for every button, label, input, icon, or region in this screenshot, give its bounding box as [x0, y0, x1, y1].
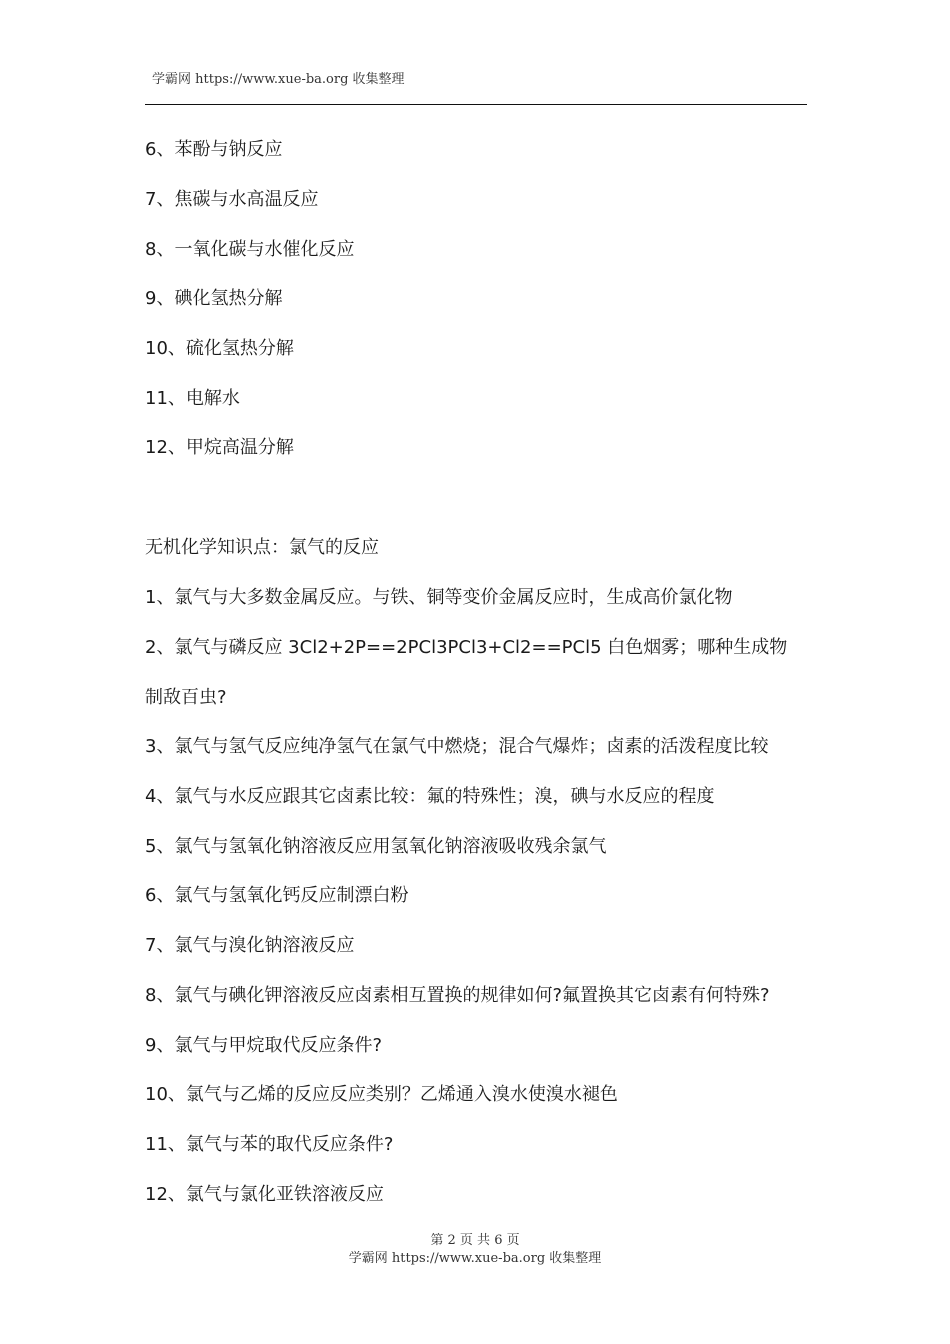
text-line: 3、氯气与氢气反应纯净氢气在氯气中燃烧；混合气爆炸；卤素的活泼程度比较 — [145, 736, 769, 757]
page-footer-source: 学霸网 https://www.xue-ba.org 收集整理 — [348, 1251, 602, 1266]
text-line: 1、氯气与大多数金属反应。与铁、铜等变价金属反应时，生成高价氯化物 — [145, 587, 733, 608]
text-line: 12、氯气与氯化亚铁溶液反应 — [145, 1184, 384, 1205]
text-line: 10、氯气与乙烯的反应反应类别？乙烯通入溴水使溴水褪色 — [145, 1084, 618, 1105]
text-line: 9、碘化氢热分解 — [145, 288, 283, 309]
text-line: 8、一氧化碳与水催化反应 — [145, 239, 355, 260]
page-number: 第 2 页 共 6 页 — [430, 1233, 520, 1248]
section-heading: 无机化学知识点：氯气的反应 — [145, 537, 379, 558]
text-line: 10、硫化氢热分解 — [145, 338, 294, 359]
page-header: 学霸网 https://www.xue-ba.org 收集整理 — [152, 72, 405, 87]
text-line: 11、电解水 — [145, 388, 240, 409]
text-line: 6、苯酚与钠反应 — [145, 139, 283, 160]
text-line: 制敌百虫? — [145, 687, 227, 708]
text-line: 4、氯气与水反应跟其它卤素比较：氟的特殊性；溴，碘与水反应的程度 — [145, 786, 715, 807]
text-line: 8、氯气与碘化钾溶液反应卤素相互置换的规律如何?氟置换其它卤素有何特殊? — [145, 985, 770, 1006]
text-line: 7、氯气与溴化钠溶液反应 — [145, 935, 355, 956]
text-line: 7、焦碳与水高温反应 — [145, 189, 319, 210]
text-line: 11、氯气与苯的取代反应条件? — [145, 1134, 394, 1155]
text-line: 5、氯气与氢氧化钠溶液反应用氢氧化钠溶液吸收残余氯气 — [145, 836, 607, 857]
text-line: 2、氯气与磷反应 3Cl2+2P==2PCl3PCl3+Cl2==PCl5 白色烟雾；哪种生成物 — [145, 637, 788, 658]
text-line: 9、氯气与甲烷取代反应条件? — [145, 1035, 383, 1056]
header-divider — [145, 104, 807, 105]
text-line: 6、氯气与氢氧化钙反应制漂白粉 — [145, 885, 409, 906]
text-line: 12、甲烷高温分解 — [145, 437, 294, 458]
